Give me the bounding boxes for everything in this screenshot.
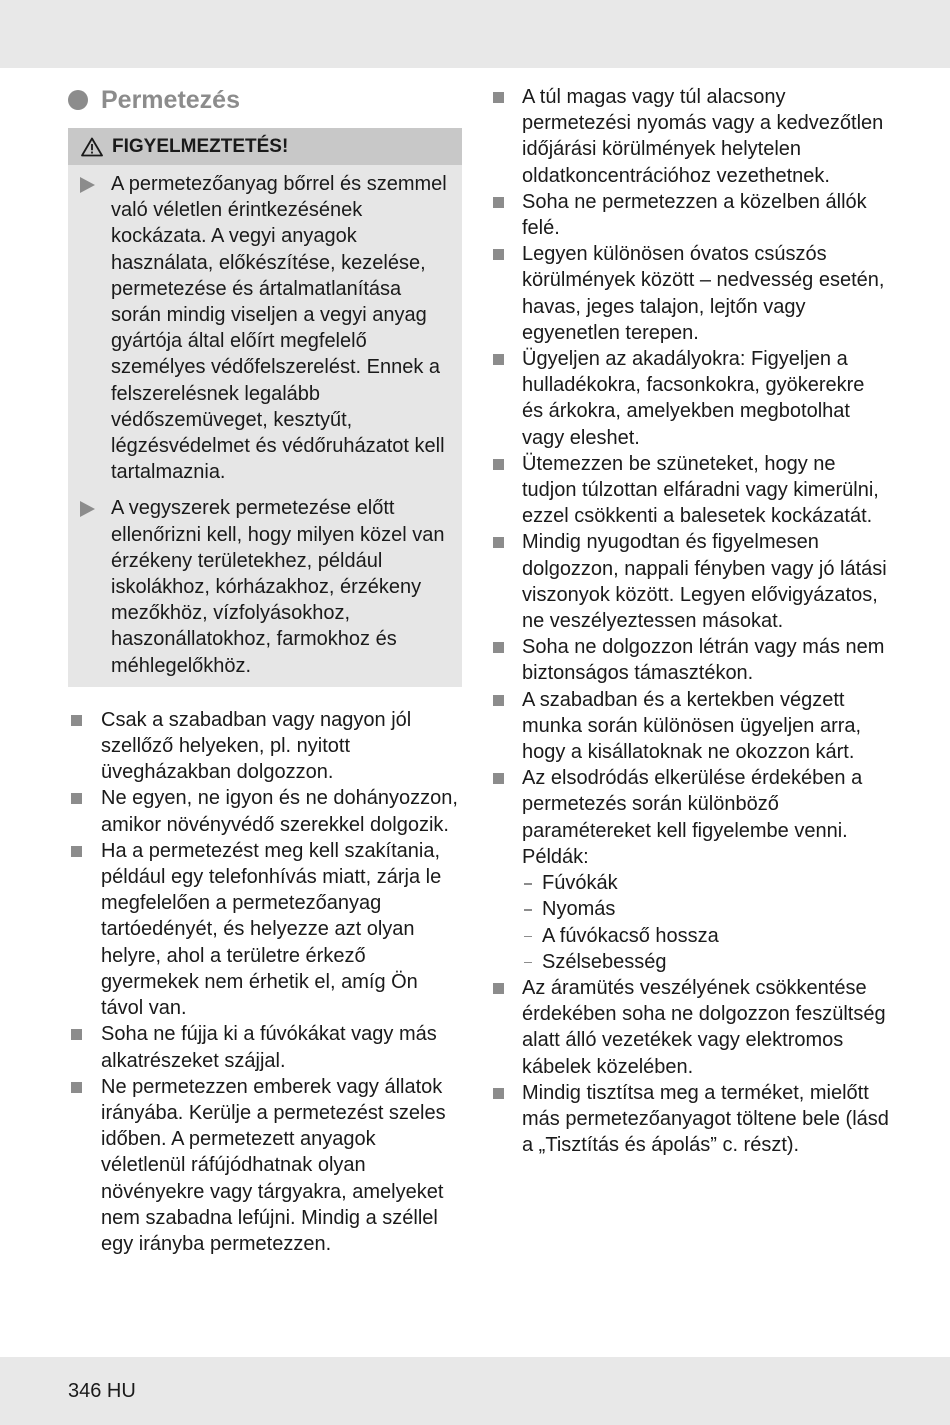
left-column: [68, 84, 463, 1257]
square-bullet-icon: [493, 1088, 504, 1099]
list-item: [68, 1074, 463, 1257]
warning-header: [68, 128, 462, 165]
sub-list-item-text: Szélsebesség: [542, 950, 667, 973]
sub-list-item: [522, 870, 890, 896]
sub-list-item-text: A fúvókacső hossza: [542, 924, 719, 947]
square-bullet-icon: [71, 715, 82, 726]
sub-list-item-text: Nyomás: [542, 898, 616, 921]
sub-list-item: [522, 923, 890, 949]
dash-icon: [524, 909, 532, 911]
list-item: [68, 838, 463, 1021]
dash-icon: [524, 936, 532, 938]
list-item: [490, 84, 890, 189]
list-item-text: Ne permetezzen emberek vagy állatok irányába. Kerülje a permetezést szeles időben. A permetezett anyagok véletlenül ráfújódhatnak olyan növényekre vagy tárgyakra, amelyeket nem szabadna lefújni. Mindig a széllel egy irányba permetezzen.: [101, 1075, 446, 1255]
sub-list-item: [522, 896, 890, 922]
right-safety-list: [490, 84, 890, 1158]
dash-icon: [524, 962, 532, 964]
list-item-text: Ügyeljen az akadályokra: Figyeljen a hulladékokra, facsonkokra, gyökerekre és árkokra, amelyekben megbotolhat vagy eleshet.: [522, 348, 865, 449]
square-bullet-icon: [71, 793, 82, 804]
list-item: [490, 241, 890, 346]
warning-title: FIGYELMEZTETÉS!: [112, 135, 289, 157]
right-column: [490, 84, 890, 1158]
square-bullet-icon: [71, 1082, 82, 1093]
left-safety-list: [68, 707, 463, 1257]
square-bullet-icon: [493, 642, 504, 653]
circle-bullet-icon: [68, 90, 88, 110]
footer-band: [0, 1357, 950, 1425]
sub-list-item: [522, 949, 890, 975]
list-item-text: A túl magas vagy túl alacsony permetezési nyomás vagy a kedvezőtlen időjárási körülmények helytelen oldatkoncentrációhoz vezethetnek.: [522, 86, 884, 187]
list-item: [490, 975, 890, 1080]
list-item-text: Csak a szabadban vagy nagyon jól szellőző helyeken, pl. nyitott üvegházakban dolgozzon.: [101, 708, 412, 784]
warning-item: [68, 485, 462, 678]
list-item: [68, 785, 463, 837]
list-item-text: A szabadban és a kertekben végzett munka során különösen ügyeljen arra, hogy a kisállatoknak ne okozzon kárt.: [522, 688, 862, 764]
list-item-text: Legyen különösen óvatos csúszós körülmények között – nedvesség esetén, havas, jeges talajon, lejtőn vagy egyenetlen terepen.: [522, 243, 885, 344]
page-number: 346 HU: [68, 1380, 136, 1402]
list-item-text: Ha a permetezést meg kell szakítania, például egy telefonhívás miatt, zárja le megfelelően a permetezőanyag tartóedényét, és helyezze azt olyan helyre, ahol a területre érkező gyermekek nem érhetik el, amíg Ön távol van.: [101, 839, 442, 1020]
square-bullet-icon: [493, 249, 504, 260]
section-title: Permetezés: [101, 85, 240, 114]
list-item-text: Az elsodródás elkerülése érdekében a permetezés során különböző paramétereket kell figyelembe venni. Példák:: [522, 767, 863, 868]
square-bullet-icon: [493, 695, 504, 706]
list-item: [490, 346, 890, 451]
list-item: [490, 687, 890, 766]
list-item: [68, 1021, 463, 1073]
square-bullet-icon: [493, 537, 504, 548]
list-item: [490, 189, 890, 241]
drift-examples-list: [522, 870, 890, 975]
square-bullet-icon: [493, 983, 504, 994]
square-bullet-icon: [493, 92, 504, 103]
warning-item-text: A permetezőanyag bőrrel és szemmel való véletlen érintkezésének kockázata. A vegyi anyagok használata, előkészítése, kezelése, permetezése és ártalmatlanítása során mindig viseljen a vegyi anyag gyártója által előírt megfelelő személyes védőfelszerelést. Ennek a felszerelésnek legalább védőszemüveget, kesztyűt, légzésvédelmet és védőruházatot kell tartalmaznia.: [111, 173, 447, 484]
warning-item-text: A vegyszerek permetezése előtt ellenőrizni kell, hogy milyen közel van érzékeny területekhez, például iskolákhoz, kórházakhoz, érzékeny mezőkhöz, vízfolyásokhoz, haszonállatokhoz, farmokhoz és méhlegelőkhöz.: [111, 497, 445, 677]
square-bullet-icon: [493, 459, 504, 470]
list-item-text: Mindig tisztítsa meg a terméket, mielőtt más permetezőanyagot töltene bele (lásd a „Tisztítás és ápolás” c. részt).: [522, 1081, 889, 1157]
list-item: [490, 529, 890, 634]
list-item-text: Soha ne permetezzen a közelben állók felé.: [522, 190, 867, 240]
list-item-drift: [490, 765, 890, 975]
square-bullet-icon: [71, 1029, 82, 1040]
warning-triangle-icon: [81, 137, 103, 157]
list-item-text: Soha ne dolgozzon létrán vagy más nem biztonságos támasztékon.: [522, 636, 885, 685]
square-bullet-icon: [493, 773, 504, 784]
list-item-text: Ne egyen, ne igyon és ne dohányozzon, amikor növényvédő szerekkel dolgozik.: [101, 787, 458, 836]
square-bullet-icon: [493, 197, 504, 208]
section-heading: [68, 84, 463, 116]
list-item: [490, 1080, 890, 1159]
list-item: [490, 451, 890, 530]
sub-list-item-text: Fúvókák: [542, 872, 618, 895]
dash-icon: [524, 883, 532, 885]
square-bullet-icon: [493, 354, 504, 365]
list-item-text: Mindig nyugodtan és figyelmesen dolgozzon, nappali fényben vagy jó látási viszonyok között. Legyen elővigyázatos, ne veszélyeztessen másokat.: [522, 531, 887, 633]
header-band: [0, 0, 950, 68]
play-triangle-icon: [80, 177, 95, 193]
list-item-text: Az áramütés veszélyének csökkentése érdekében soha ne dolgozzon feszültség alatt álló vezetékek vagy elektromos kábelek közelében.: [522, 976, 886, 1078]
warning-item: [68, 165, 462, 485]
list-item: [68, 707, 463, 786]
square-bullet-icon: [71, 846, 82, 857]
play-triangle-icon: [80, 501, 95, 517]
list-item-text: Soha ne fújja ki a fúvókákat vagy más alkatrészeket szájjal.: [101, 1023, 437, 1072]
warning-box: [68, 128, 462, 687]
list-item: [490, 634, 890, 686]
list-item-text: Ütemezzen be szüneteket, hogy ne tudjon túlzottan elfáradni vagy kimerülni, ezzel csökkenti a balesetek kockázatát.: [522, 452, 879, 528]
